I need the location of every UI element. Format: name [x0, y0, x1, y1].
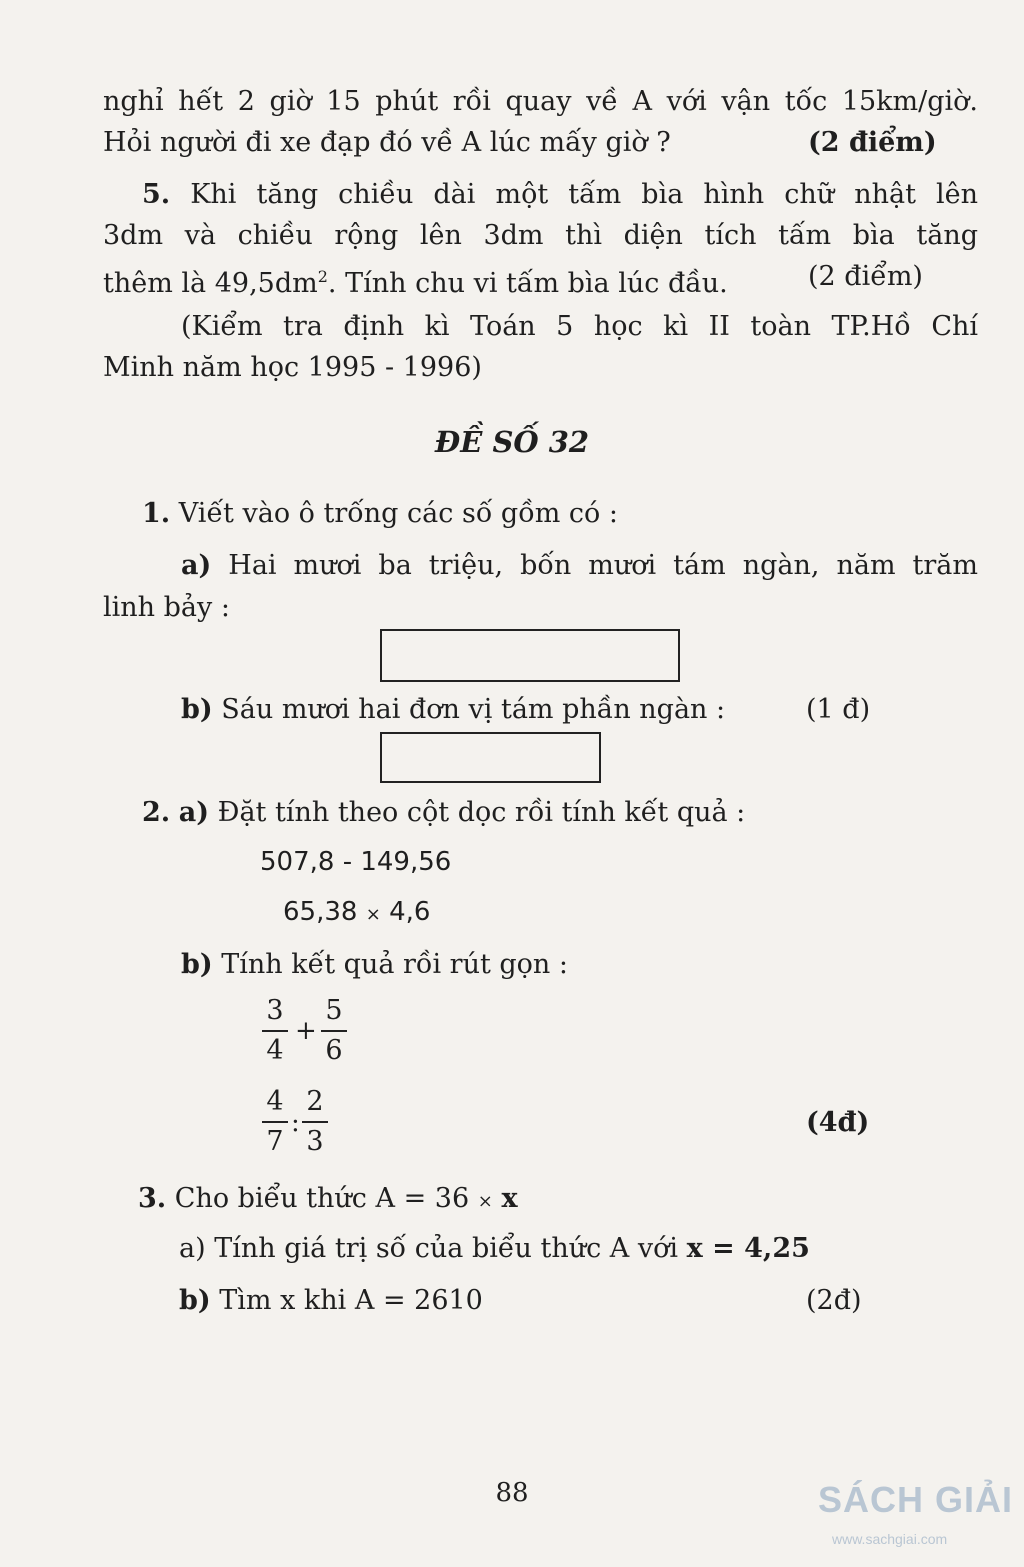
question-2-number: 2.	[142, 797, 171, 828]
question-1b: b) Sáu mươi hai đơn vị tám phần ngàn :	[181, 694, 726, 725]
answer-box-1a[interactable]	[380, 629, 680, 682]
division-operator: :	[291, 1108, 300, 1138]
question-3-number: 3.	[138, 1183, 167, 1214]
question-1a-line-2: linh bảy :	[103, 592, 230, 623]
fraction-4-7: 4 7	[262, 1087, 288, 1157]
question-3-points: (2đ)	[806, 1285, 862, 1316]
fraction-3-4: 3 4	[262, 996, 288, 1066]
source-note-line-2: Minh năm học 1995 - 1996)	[103, 352, 482, 383]
expression-subtraction: 507,8 - 149,56	[260, 847, 452, 877]
previous-problem-line-1: nghỉ hết 2 giờ 15 phút rồi quay về A với vận tốc 15km/giờ.	[103, 86, 978, 117]
question-2b: b) Tính kết quả rồi rút gọn :	[181, 949, 568, 980]
watermark-url: www.sachgiai.com	[832, 1531, 948, 1547]
question-1-number: 1.	[142, 498, 171, 529]
fraction-5-6: 5 6	[321, 996, 347, 1066]
question-3a: a) Tính giá trị số của biểu thức A với x = 4,25	[179, 1233, 810, 1264]
question-5-points: (2 điểm)	[808, 261, 923, 292]
source-note-line-1: (Kiểm tra định kì Toán 5 học kì II toàn TP.Hồ Chí	[181, 311, 978, 342]
question-5-line-1: 5. Khi tăng chiều dài một tấm bìa hình chữ nhật lên	[142, 179, 978, 210]
previous-problem-line-2: Hỏi người đi xe đạp đó về A lúc mấy giờ ?	[103, 127, 671, 158]
watermark-brand: SÁCH GIẢI	[818, 1479, 1014, 1520]
answer-box-1b[interactable]	[380, 732, 601, 783]
question-1a-line-1: a) Hai mươi ba triệu, bốn mươi tám ngàn, năm trăm	[181, 550, 978, 581]
expression-multiplication: 65,38 × 4,6	[283, 897, 431, 927]
question-1: 1. Viết vào ô trống các số gồm có :	[142, 498, 618, 529]
question-2a: 2. a) Đặt tính theo cột dọc rồi tính kết quả :	[142, 797, 746, 828]
question-3b: b) Tìm x khi A = 2610	[179, 1285, 483, 1316]
question-5-number: 5.	[142, 179, 171, 210]
sachgiai-watermark-logo	[818, 1467, 1024, 1567]
question-3: 3. Cho biểu thức A = 36 × x	[138, 1183, 518, 1214]
question-2-points: (4đ)	[806, 1107, 870, 1138]
previous-problem-points: (2 điểm)	[808, 127, 937, 158]
question-5-line-2: 3dm và chiều rộng lên 3dm thì diện tích tấm bìa tăng	[103, 220, 978, 251]
question-5-line-3: thêm là $49,5dm^2$. Tính chu vi tấm bìa lúc đầu.	[103, 267, 728, 299]
fraction-2-3: 2 3	[302, 1087, 328, 1157]
plus-operator: +	[295, 1016, 317, 1046]
page-number: 88	[495, 1478, 529, 1508]
exam-title: ĐỀ SỐ 32	[434, 425, 590, 459]
question-1-points: (1 đ)	[806, 694, 871, 725]
